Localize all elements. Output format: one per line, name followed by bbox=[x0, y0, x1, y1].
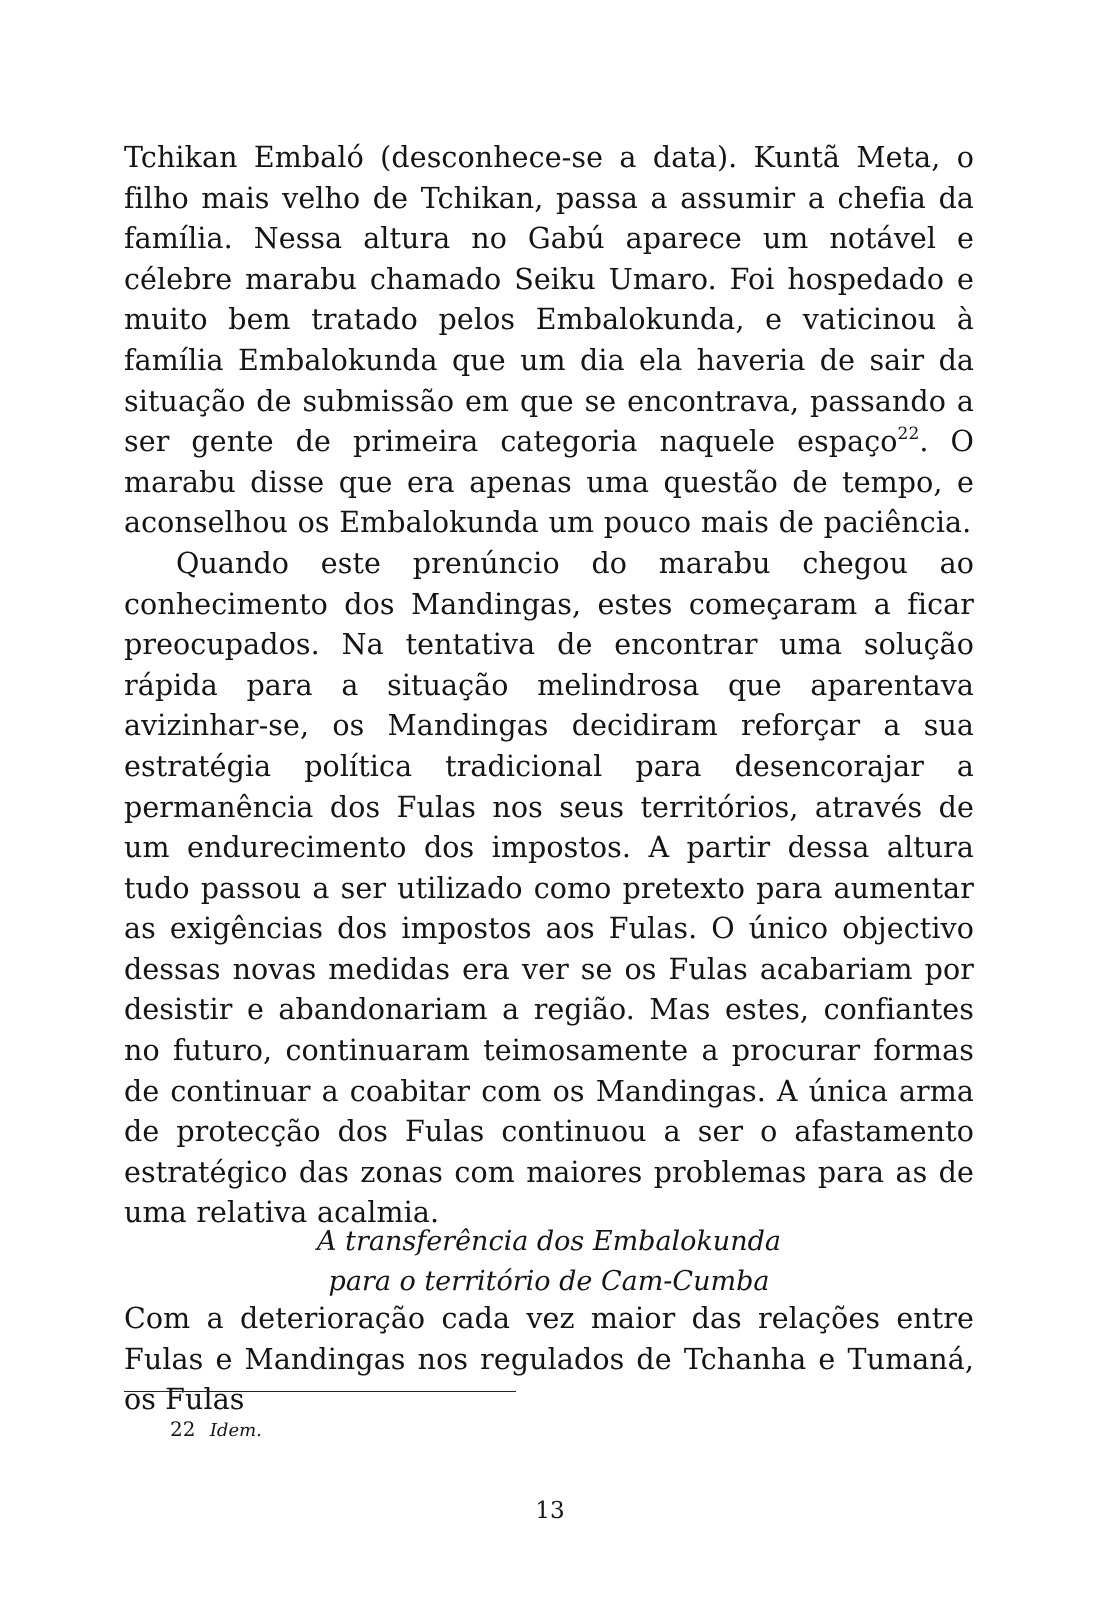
paragraph-3: Com a deterioração cada vez maior das relações entre Fulas e Mandingas nos regulados de Tchanha e Tumaná, os Fulas bbox=[124, 1302, 974, 1417]
footnote-text: Idem. bbox=[209, 1420, 262, 1441]
footnote-divider bbox=[124, 1391, 516, 1392]
page-number: 13 bbox=[535, 1498, 565, 1524]
section-heading-line-2: para o território de Cam-Cumba bbox=[328, 1266, 770, 1297]
footnote-number: 22 bbox=[170, 1417, 196, 1441]
section-heading-line-1: A transferência dos Embalokunda bbox=[317, 1226, 781, 1257]
paragraph-2: Quando este prenúncio do marabu chegou ao conhecimento dos Mandingas, estes começaram a ficar preocupados. Na tentativa de encontrar uma solução rápida para a situação melindrosa que aparentava avizinhar-se, os Mandingas decidiram reforçar a sua estratégia política tradicional para desencorajar a permanência dos Fulas nos seus territórios, através de um endurecimento dos impostos. A partir dessa altura tudo passou a ser utilizado como pretexto para aumentar as exigências dos impostos aos Fulas. O único objectivo dessas novas medidas era ver se os Fulas acabariam por desistir e abandonariam a região. Mas estes, confiantes no futuro, continuaram teimosamente a procurar formas de continuar a coabitar com os Mandingas. A única arma de protecção dos Fulas continuou a ser o afastamento estratégico das zonas com maiores problemas para as de uma relativa acalmia. bbox=[124, 546, 974, 1230]
paragraph-1-text: Tchikan Embaló (desconhece-se a data). Kuntã Meta, o filho mais velho de Tchikan, passa a assumir a chefia da família. Nessa altura no Gabú aparece um notável e célebre marabu chamado Seiku Umaro. Foi hospedado e muito bem tratado pelos Embalokunda, e vaticinou à família Embalokunda que um dia ela haveria de sair da situação de submissão em que se encontrava, passando a ser gente de primeira categoria naquele espaço bbox=[124, 141, 974, 459]
footnote-22 bbox=[170, 1416, 262, 1444]
paragraph-1-continuation: . O marabu disse que era apenas uma questão de tempo, e aconselhou os Embalokunda um pouco mais de paciência. bbox=[124, 425, 974, 540]
main-text-block bbox=[124, 138, 974, 1234]
footnote-reference-22[interactable]: 22 bbox=[897, 424, 920, 445]
paragraph-1 bbox=[124, 138, 974, 544]
section-heading bbox=[124, 1222, 974, 1302]
